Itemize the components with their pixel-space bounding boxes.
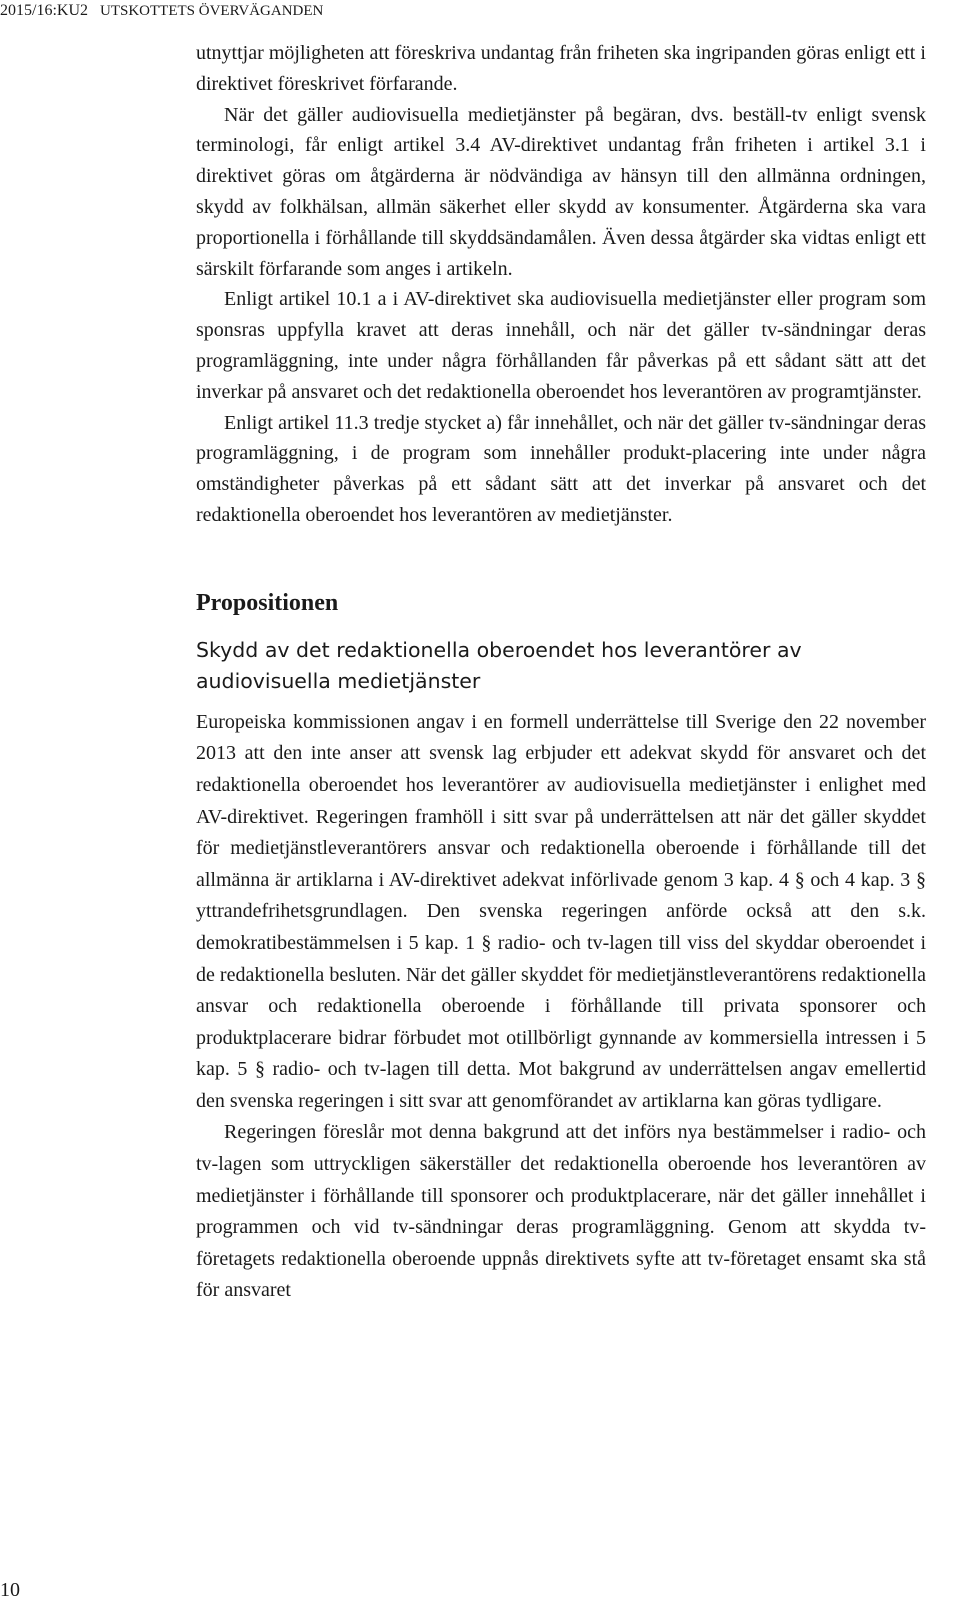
section-title: UTSKOTTETS ÖVERVÄGANDEN — [100, 3, 324, 19]
paragraph: När det gäller audiovisuella medietjänster på begäran, dvs. beställ-tv enligt svensk terminologi, får enligt artikel 3.4 AV-direktivet undantag från friheten i artikel 3.1 i direktivet göras om åtgärderna är nödvändiga av hänsyn till den allmänna ordningen, skydd av folkhälsan, allmän säkerhet eller skydd av konsumenter. Åtgärderna ska vara proportionella i förhållande till skyddsändamålen. Även dessa åtgärder ska vidtas enligt ett särskilt förfarande som anges i artikeln. — [196, 103, 926, 280]
paragraph: Regeringen föreslår mot denna bakgrund att det införs nya bestämmelser i radio- och tv-lagen som uttryckligen säkerställer det redaktionella oberoende hos leverantören av medietjänster i förhållande till sponsorer och produktplacerare, när det gäller innehållet i programmen och vid tv-sändningar deras programläggning. Genom att skydda tv-företagets redaktionella oberoende uppnås direktivets syfte att tv-företaget ensamt ska stå för ansvaret — [196, 1121, 926, 1302]
paragraph: Enligt artikel 10.1 a i AV-direktivet ska audiovisuella medietjänster eller program som sponsras uppfylla kravet att deras innehåll, och när det gäller tv-sändningar deras programläggning, inte under några förhållanden får påverkas på ett sådant sätt att det inverkar på ansvaret och det redaktionella oberoendet hos leverantören av programtjänster. — [196, 288, 926, 403]
paragraph: Europeiska kommissionen angav i en formell underrättelse till Sverige den 22 november 2013 att den inte anser att svensk lag erbjuder ett adekvat skydd för ansvaret och det redaktionella oberoendet hos leverantörer av audiovisuella medietjänster i enlighet med AV-direktivet. Regeringen framhöll i sitt svar på underrättelsen att när det gäller skyddet för medietjänstleverantörers ansvar och redaktionella oberoende i förhållande till det allmänna är artiklarna i AV-direktivet adekvat införlivade genom 3 kap. 4 § och 4 kap. 3 § yttrandefrihetsgrundlagen. Den svenska regeringen anförde också att den s.k. demokratibestämmelsen i 5 kap. 1 § radio- och tv-lagen till viss del skyddar oberoendet i de redaktionella besluten. När det gäller skyddet för medietjänstleverantörens redaktionella ansvar och redaktionella oberoende i förhållande till privata sponsorer och produktplacerare bidrar förbudet mot otillbörligt gynnande av kommersiella intressen i 5 kap. 5 § radio- och tv-lagen till detta. Mot bakgrund av underrättelsen angav emellertid den svenska regeringen i sitt svar att genomförandet av artiklarna kan göras tydligare. — [196, 710, 926, 1112]
paragraph: utnyttjar möjligheten att föreskriva undantag från friheten ska ingripanden göras enligt ett i direktivet föreskrivet förfarande. — [196, 42, 926, 95]
page-body — [196, 38, 926, 1307]
page-number: 10 — [0, 1579, 20, 1601]
section-heading: Propositionen — [196, 589, 339, 616]
subsection-heading: Skydd av det redaktionella oberoendet hos leverantörer av audiovisuella medietjänster — [196, 637, 802, 693]
paragraph: Enligt artikel 11.3 tredje stycket a) får innehållet, och när det gäller tv-sändningar deras programläggning, i de program som innehåller produkt-placering inte under några omständigheter påverkas på ett sådant sätt att det inverkar på ansvaret och det redaktionella oberoendet hos leverantören av medietjänster. — [196, 411, 926, 526]
running-header — [0, 0, 323, 22]
document-id: 2015/16:KU2 — [0, 2, 88, 19]
